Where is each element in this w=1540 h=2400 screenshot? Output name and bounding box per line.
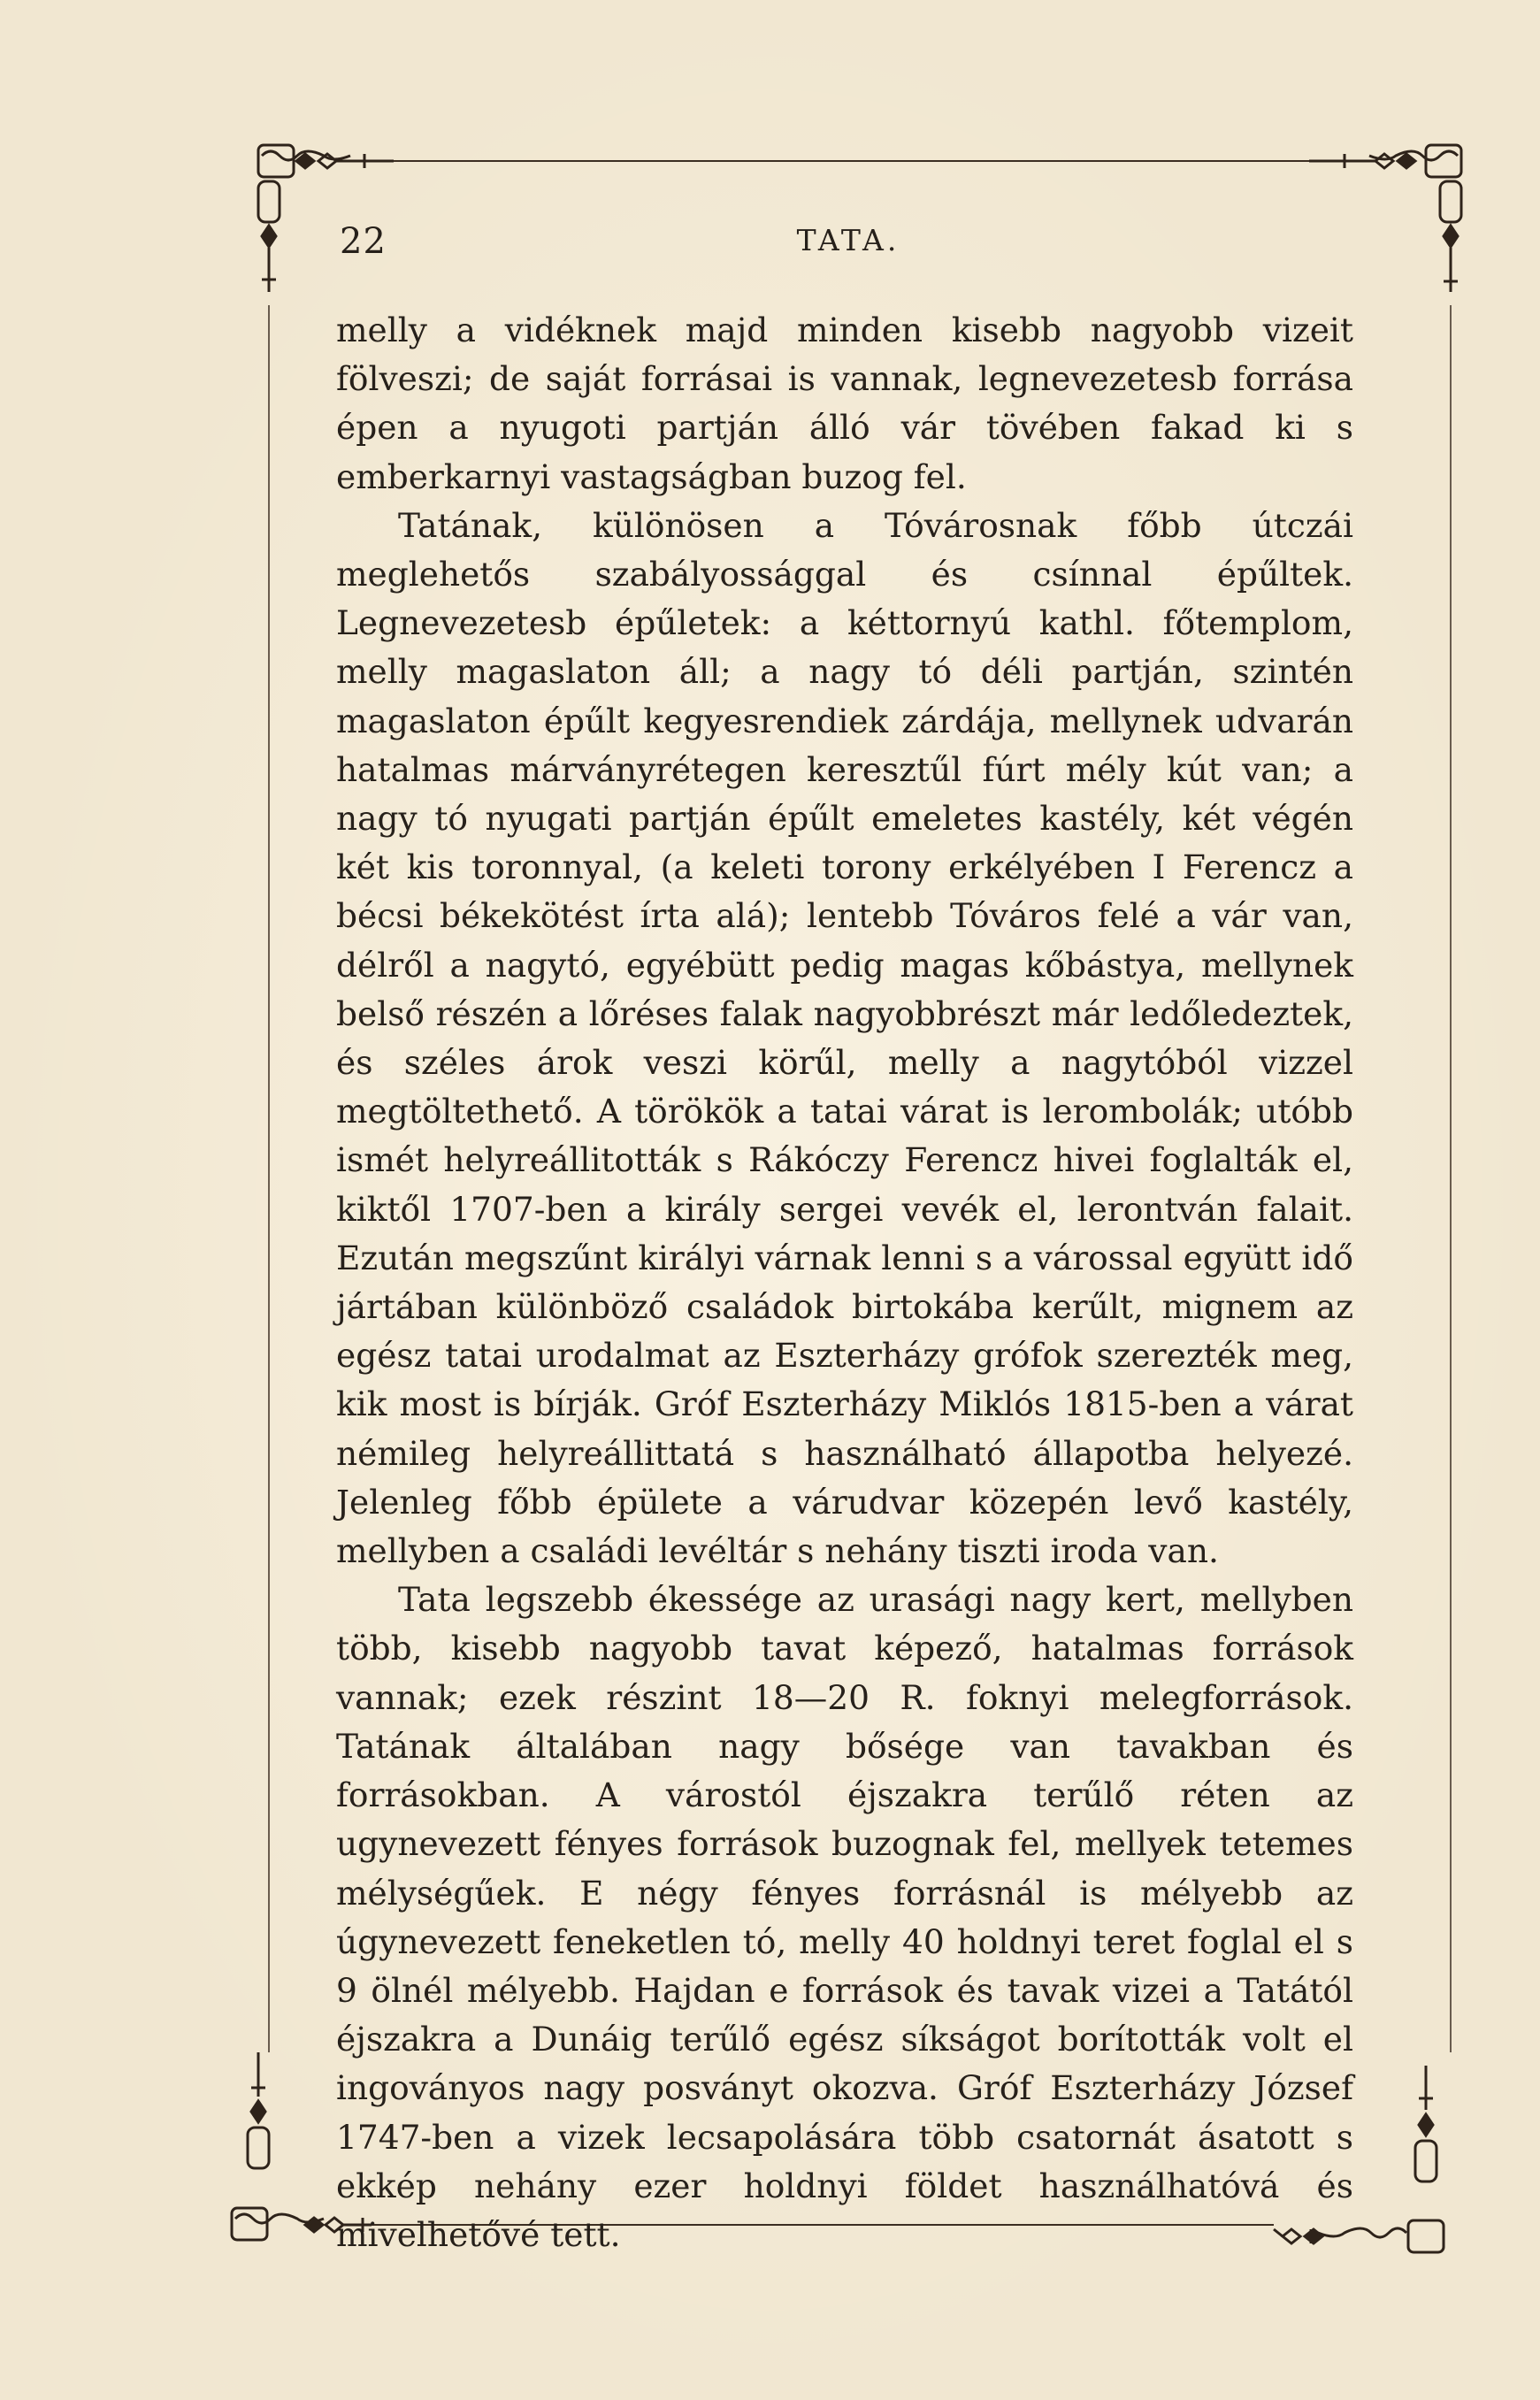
page-number: 22	[340, 221, 387, 262]
running-title: TATA.	[796, 223, 900, 257]
paragraph-1: melly a vidéknek majd minden kisebb nagyobb vizeit fölveszi; de saját forrásai is vannak, legnevezetesb forrása épen a nyugoti partján álló vár tövében fakad ki s emberkarnyi vastagságban buzog fel.	[336, 311, 1353, 496]
body-text	[336, 306, 1353, 2259]
page-header	[340, 221, 1357, 274]
paragraph-2: Tatának, különösen a Tóvárosnak főbb útczái meglehetős szabályossággal és csínnal épűltek. Legnevezetesb épűletek: a kéttornyú kathl. főtemplom, melly magaslaton áll; a nagy tó déli partján, szintén magaslaton épűlt kegyesrendiek zárdája, mellynek udvarán hatalmas márványrétegen keresztűl fúrt mély kút van; a nagy tó nyugati partján épűlt emeletes kastély, két végén két kis toronnyal, (a keleti torony erkélyében I Ferencz a bécsi békekötést írta alá); lentebb Tóváros felé a vár van, délről a nagytó, egyébütt pedig magas kőbástya, mellynek belső részén a lőréses falak nagyobbrészt már ledőledeztek, és széles árok veszi körűl, melly a nagytóból vizzel megtöltethető. A törökök a tatai várat is lerombolák; utóbb ismét helyreállitották s Rákóczy Ferencz hivei foglalták el, kiktől 1707-ben a király sergei vevék el, lerontván falait. Ezután megszűnt királyi várnak lenni s a várossal együtt idő jártában különböző családok birtokába kerűlt, mignem az egész tatai urodalmat az Eszterházy grófok szerezték meg, kik most is bírják. Gróf Eszterházy Miklós 1815-ben a várat némileg helyreállittatá s használható állapotba helyezé. Jelenleg főbb épülete a várudvar közepén levő kastély, mellyben a családi levéltár s nehány tiszti iroda van.	[336, 505, 1353, 1571]
paragraph-3: Tata legszebb ékessége az urasági nagy kert, mellyben több, kisebb nagyobb tavat képező, hatalmas források vannak; ezek részint 18—20 R. foknyi melegforrások. Tatának általában nagy bősége van tavakban és forrásokban. A várostól éjszakra terűlő réten az ugynevezett fényes források buzognak fel, mellyek tetemes mélységűek. E négy fényes forrásnál is mélyebb az úgynevezett feneketlen tó, melly 40 holdnyi teret foglal el s 9 ölnél mélyebb. Hajdan e források és tavak vizei a Tatától éjszakra a Dunáig terűlő egész síkságot borították volt el ingoványos nagy posványt okozva. Gróf Eszterházy József 1747-ben a vizek lecsapolására több csatornát ásatott s ekkép nehány ezer holdnyi földet használhatóvá és mivelhetővé tett.	[336, 1580, 1353, 2254]
